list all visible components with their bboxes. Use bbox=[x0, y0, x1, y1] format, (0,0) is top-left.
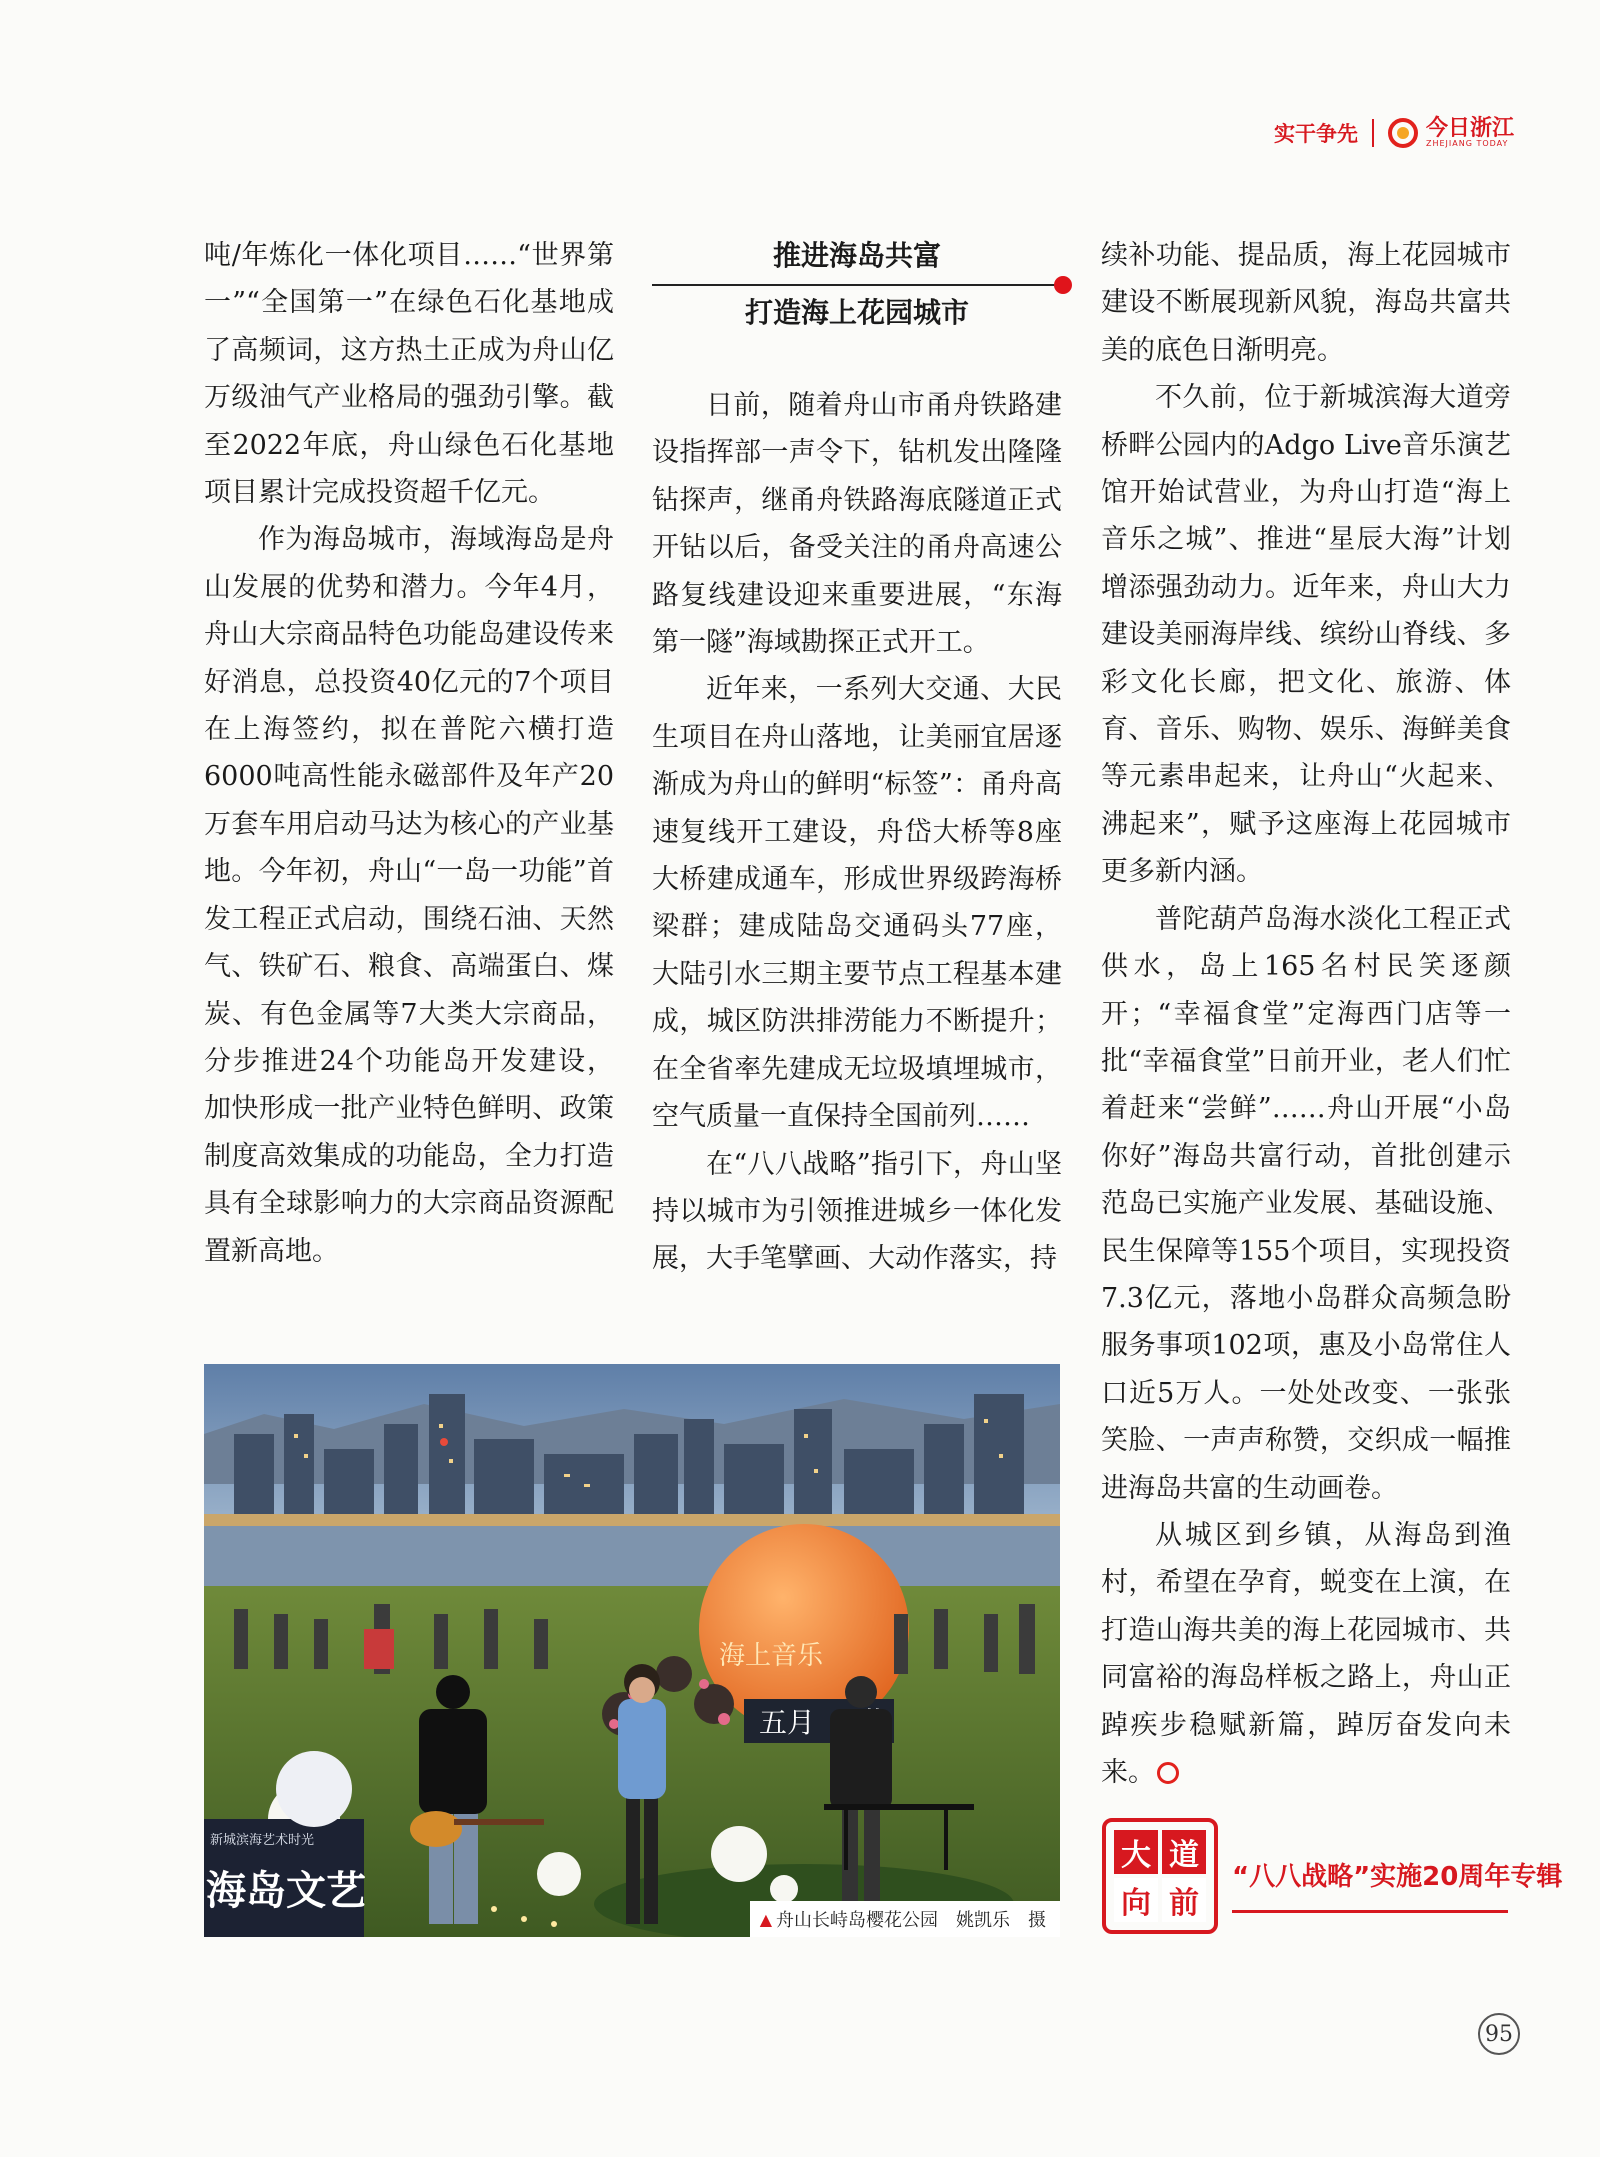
badge-char: 向 bbox=[1114, 1878, 1158, 1922]
paragraph: 普陀葫芦岛海水淡化工程正式供水，岛上165名村民笑逐颜开；“幸福食堂”定海西门店等一批“幸福食堂”日前开业，老人们忙着赶来“尝鲜”……舟山开展“小岛你好”海岛共富行动，首批创建示范岛已实施产业发展、基础设施、民生保障等155个项目，实现投资7.3亿元，落地小岛群众高频急盼服务事项102项，惠及小岛常住人口近5万人。一处处改变、一张张笑脸、一声声称赞，交织成一幅推进海岛共富的生动画卷。 bbox=[1101, 903, 1511, 1504]
banner-text: 五月 bbox=[759, 1706, 816, 1739]
paragraph: 作为海岛城市，海域海岛是舟山发展的优势和潜力。今年4月，舟山大宗商品特色功能岛建设传来好消息，总投资40亿元的7个项目在上海签约，拟在普陀六横打造6000吨高性能永磁部件及年产20万套车用启动马达为核心的产业基地。今年初，舟山“一岛一功能”首发工程正式启动，围绕石油、天然气、铁矿石、粮食、高端蛋白、煤炭、有色金属等7大类大宗商品，分步推进24个功能岛开发建设，加快形成一批产业特色鲜明、政策制度高效集成的功能岛，全力打造具有全球影响力的大宗商品资源配置新高地。 bbox=[204, 524, 614, 1267]
paragraph: 吨/年炼化一体化项目……“世界第一”“全国第一”在绿色石化基地成了高频词，这方热土正成为舟山亿万级油气产业格局的强劲引擎。截至2022年底，舟山绿色石化基地项目累计完成投资超千亿元。 bbox=[204, 240, 614, 509]
badge-char: 前 bbox=[1162, 1878, 1206, 1922]
caption-text: 舟山长峙岛樱花公园 姚凯乐 摄 bbox=[776, 1910, 1046, 1931]
stage-sign-top: 新城滨海艺术时光 bbox=[210, 1833, 315, 1848]
balloon-text: 海上音乐 bbox=[719, 1641, 824, 1671]
special-label-rule bbox=[1232, 1910, 1508, 1913]
paragraph: 续补功能、提品质，海上花园城市建设不断展现新风貌，海岛共富共美的底色日渐明亮。 bbox=[1101, 240, 1511, 366]
page-header bbox=[1274, 118, 1514, 148]
column-badge bbox=[1102, 1818, 1218, 1934]
paragraph: 日前，随着舟山市甬舟铁路建设指挥部一声令下，钻机发出隆隆钻探声，继甬舟铁路海底隧道正式开钻以后，备受关注的甬舟高速公路复线建设迎来重要进展，“东海第一隧”海域勘探正式开工。 bbox=[652, 390, 1062, 659]
text-column-3 bbox=[1101, 232, 1511, 1796]
text-column-2 bbox=[652, 382, 1062, 1283]
badge-char: 大 bbox=[1114, 1830, 1158, 1874]
header-divider bbox=[1372, 119, 1374, 147]
photo-illustration bbox=[204, 1364, 1060, 1937]
photo-caption bbox=[750, 1901, 1060, 1937]
magazine-logo bbox=[1388, 118, 1514, 148]
subheading-line-1: 推进海岛共富 bbox=[772, 239, 941, 272]
badge-char: 道 bbox=[1162, 1830, 1206, 1874]
red-dot-icon bbox=[1054, 276, 1072, 294]
page-number: 95 bbox=[1478, 2013, 1520, 2055]
paragraph: 在“八八战略”指引下，舟山坚持以城市为引领推进城乡一体化发展，大手笔擘画、大动作落实，持 bbox=[652, 1148, 1062, 1275]
section-subheading bbox=[652, 232, 1062, 337]
text-column-1 bbox=[204, 232, 614, 1275]
paragraph: 近年来，一系列大交通、大民生项目在舟山落地，让美丽宜居逐渐成为舟山的鲜明“标签”：甬舟高速复线开工建设，舟岱大桥等8座大桥建成通车，形成世界级跨海桥梁群；建成陆岛交通码头77座，大陆引水三期主要节点工程基本建成，城区防洪排涝能力不断提升；在全省率先建成无垃圾填埋城市，空气质量一直保持全国前列…… bbox=[652, 674, 1062, 1133]
logo-title: 今日浙江 bbox=[1425, 116, 1514, 141]
end-mark-icon bbox=[1157, 1762, 1179, 1784]
section-label: 实干争先 bbox=[1273, 122, 1358, 146]
paragraph bbox=[1101, 1512, 1511, 1796]
paragraph-text: 从城区到乡镇，从海岛到渔村，希望在孕育，蜕变在上演，在打造山海共美的海上花园城市、共同富裕的海岛样板之路上，舟山正踔疾步稳赋新篇，踔厉奋发向未来。 bbox=[1101, 1519, 1511, 1788]
stage-sign-main: 海岛文艺 bbox=[206, 1868, 366, 1914]
subheading-rule bbox=[652, 284, 1062, 286]
paragraph: 不久前，位于新城滨海大道旁桥畔公园内的Adgo Live音乐演艺馆开始试营业，为舟山打造“海上音乐之城”、推进“星辰大海”计划增添强劲动力。近年来，舟山大力建设美丽海岸线、缤纷山脊线、多彩文化长廊，把文化、旅游、体育、音乐、购物、娱乐、海鲜美食等元素串起来，让舟山“火起来、沸起来”，赋予这座海上花园城市更多新内涵。 bbox=[1101, 382, 1511, 888]
caption-triangle-icon: ▲ bbox=[759, 1909, 772, 1929]
concert-photo bbox=[204, 1364, 1060, 1937]
special-issue-label: “八八战略”实施20周年专辑 bbox=[1232, 1862, 1563, 1892]
subheading-line-2: 打造海上花园城市 bbox=[744, 296, 969, 329]
logo-icon bbox=[1388, 118, 1418, 148]
logo-subtitle: ZHEJIANG TODAY bbox=[1425, 139, 1509, 148]
